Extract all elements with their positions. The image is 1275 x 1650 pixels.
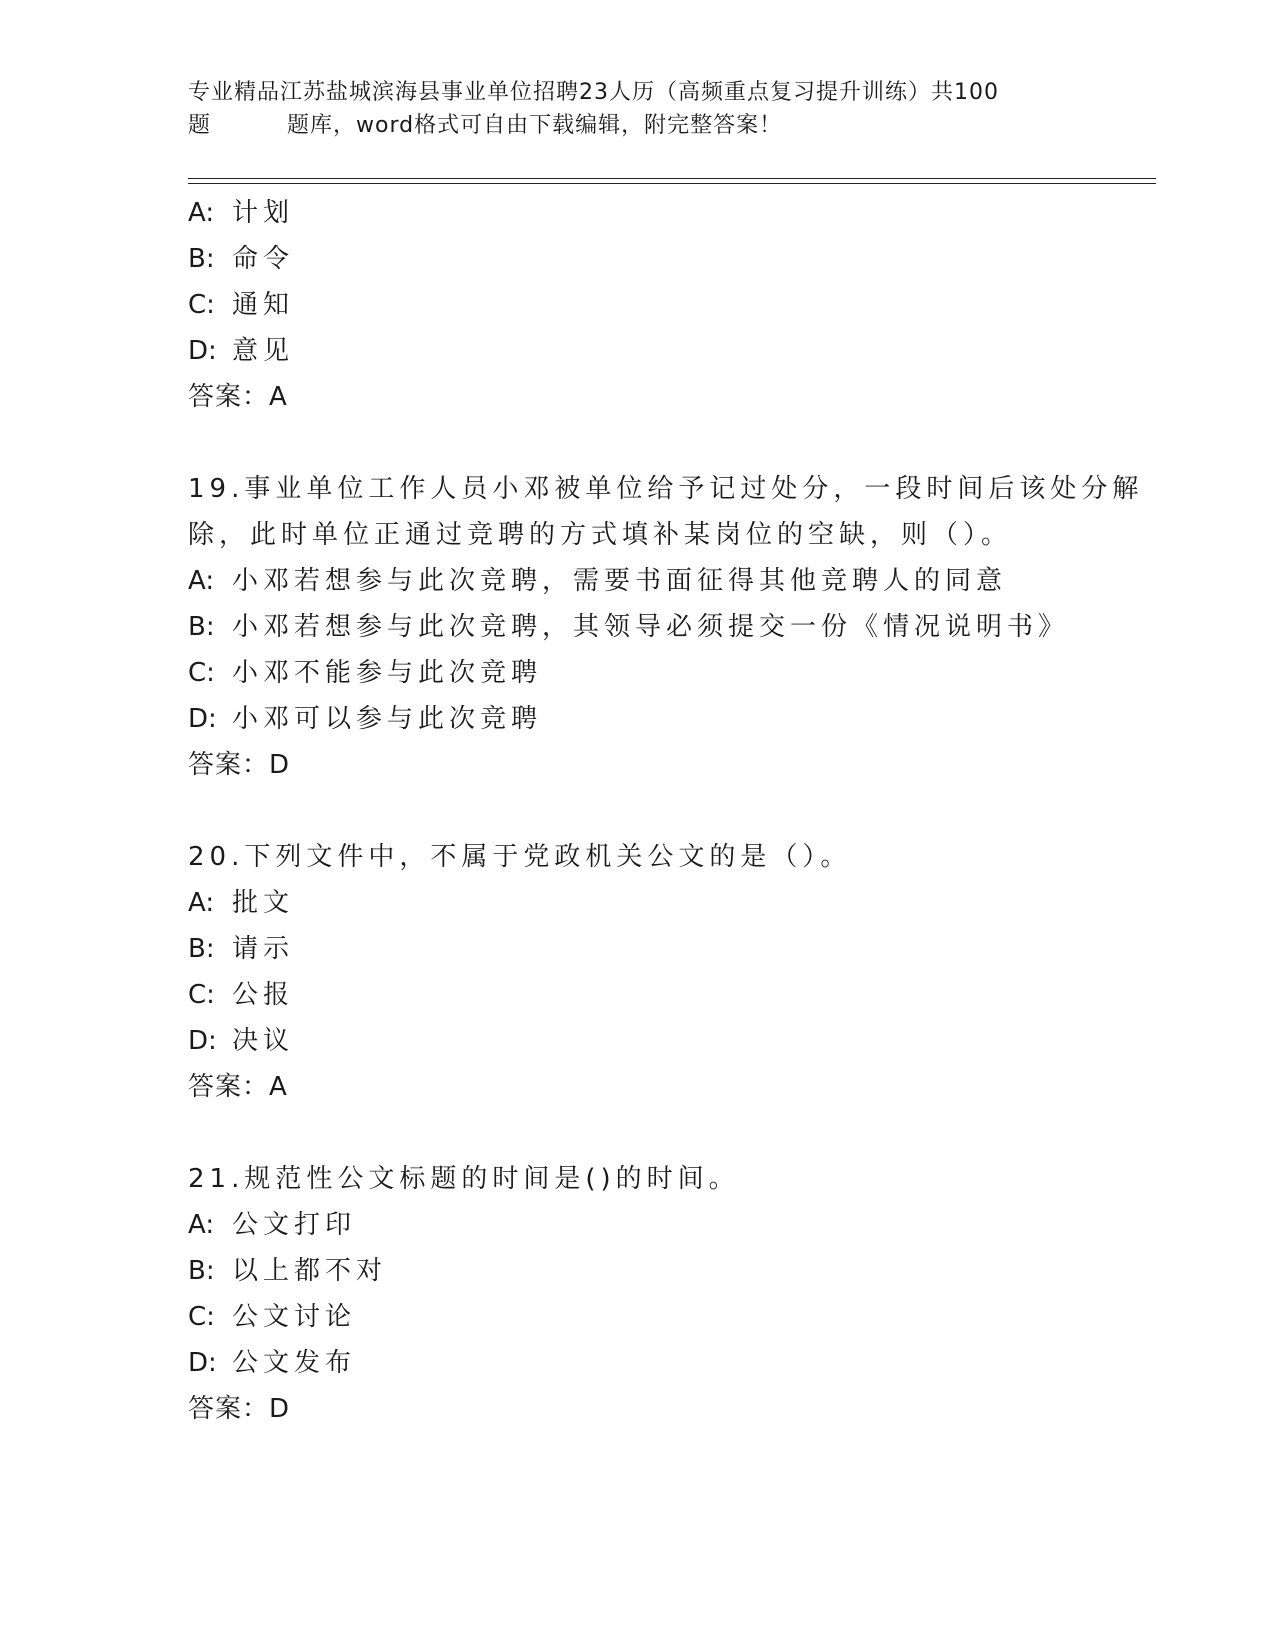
- answer: 答案：D: [188, 1394, 291, 1424]
- option-d: D: 决议: [188, 1026, 295, 1056]
- question-20: [188, 834, 1108, 1110]
- header-line-2-right: 题库，word格式可自由下载编辑，附完整答案！: [287, 113, 783, 138]
- header-line-2: [188, 109, 1088, 142]
- header-line-2-left: 题: [188, 113, 212, 138]
- option-a: A: 批文: [188, 888, 295, 918]
- option-b: B: 以上都不对: [188, 1256, 388, 1286]
- option-d: D: 意见: [188, 336, 295, 366]
- header-divider-top: [188, 178, 1156, 179]
- option-b: B: 请示: [188, 934, 295, 964]
- header-divider-bottom: [188, 183, 1156, 184]
- option-c: C: 公报: [188, 980, 295, 1010]
- answer: 答案：A: [188, 1072, 288, 1102]
- question-stem: 19.事业单位工作人员小邓被单位给予记过处分，一段时间后该处分解: [188, 474, 1144, 504]
- option-c: C: 通知: [188, 290, 295, 320]
- option-c: C: 小邓不能参与此次竞聘: [188, 658, 543, 688]
- answer: 答案：A: [188, 382, 288, 412]
- option-c: C: 公文讨论: [188, 1302, 357, 1332]
- option-d: D: 小邓可以参与此次竞聘: [188, 704, 543, 734]
- option-b: B: 小邓若想参与此次竞聘，其领导必须提交一份《情况说明书》: [188, 612, 1070, 642]
- question-21: [188, 1156, 1108, 1432]
- option-d: D: 公文发布: [188, 1348, 357, 1378]
- option-a: A: 公文打印: [188, 1210, 357, 1240]
- question-19: [188, 466, 1144, 788]
- question-stem: 20.下列文件中，不属于党政机关公文的是（）。: [188, 842, 852, 872]
- question-stem-cont: 除，此时单位正通过竞聘的方式填补某岗位的空缺，则（）。: [188, 520, 1013, 550]
- option-a: A: 小邓若想参与此次竞聘，需要书面征得其他竞聘人的同意: [188, 566, 1008, 596]
- question-stem: 21.规范性公文标题的时间是()的时间。: [188, 1164, 740, 1194]
- option-a: A: 计划: [188, 198, 295, 228]
- question-list: [188, 190, 1144, 1432]
- question-prev: [188, 190, 1108, 420]
- header-line-1: 专业精品江苏盐城滨海县事业单位招聘23人历（高频重点复习提升训练）共100: [188, 80, 999, 105]
- page-header: [188, 76, 1088, 142]
- option-b: B: 命令: [188, 244, 295, 274]
- answer: 答案：D: [188, 750, 291, 780]
